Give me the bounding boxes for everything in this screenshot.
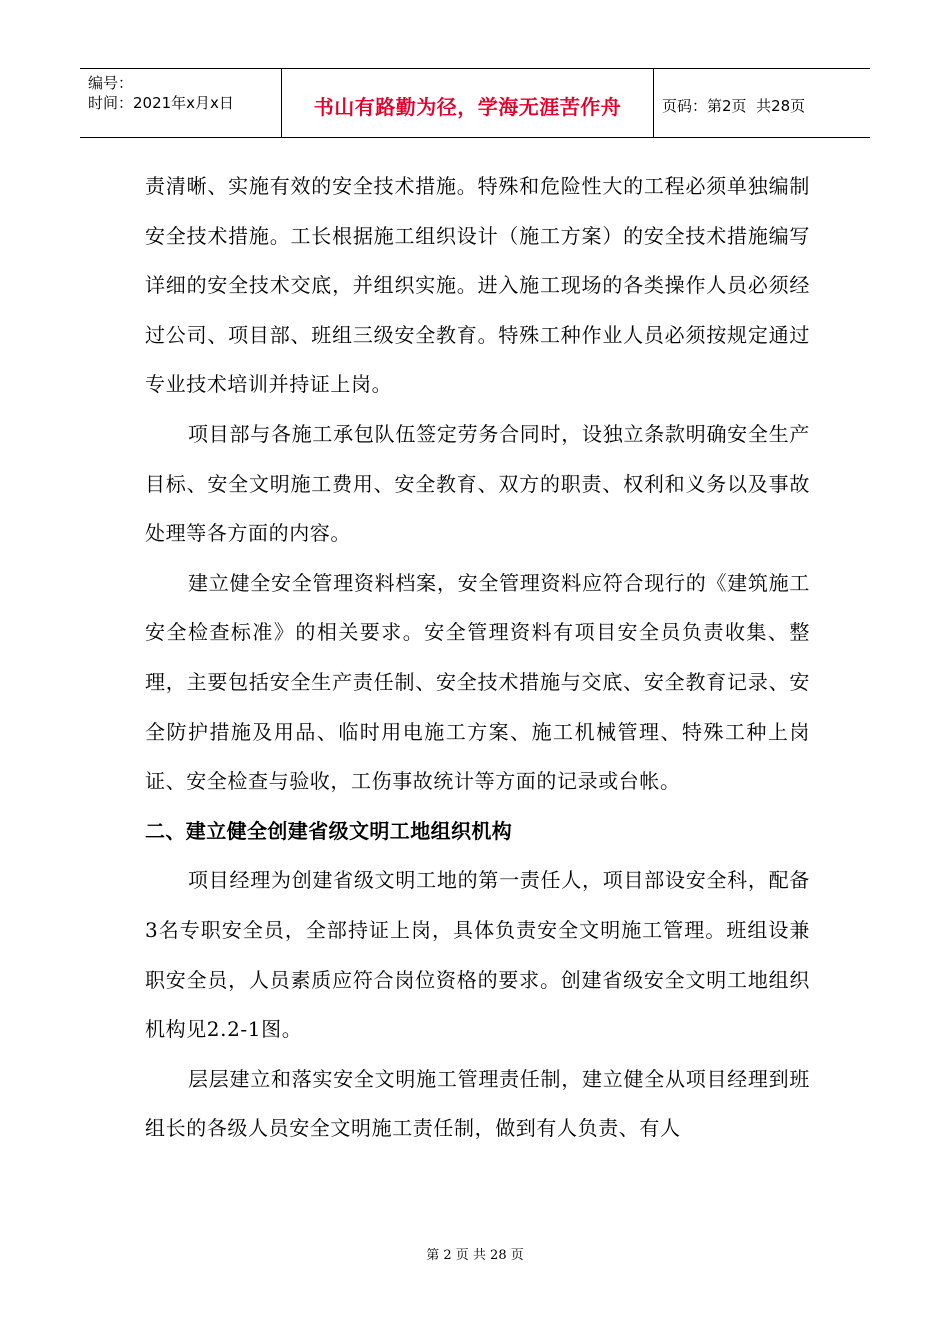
page-footer: 第 2 页 共 28 页: [426, 1248, 524, 1263]
section-heading-2: 二、建立健全创建省级文明工地组织机构: [145, 818, 513, 843]
document-time-label: 时间：2021年x月x日: [88, 94, 234, 112]
document-number-label: 编号：: [88, 74, 134, 92]
document-body: [145, 162, 810, 1154]
page-header: [80, 68, 870, 138]
header-page-cell: [654, 69, 870, 137]
paragraph-safety-records: 建立健全安全管理资料档案，安全管理资料应符合现行的《建筑施工安全检查标准》的相关要求。安全管理资料有项目安全员负责收集、整理，主要包括安全生产责任制、安全技术措施与交底、安全教育记录、安全防护措施及用品、临时用电施工方案、施工机械管理、特殊工种上岗证、安全检查与验收，工伤事故统计等方面的记录或台帐。: [145, 570, 810, 794]
paragraph-project-manager: 项目经理为创建省级文明工地的第一责任人，项目部设安全科，配备3名专职安全员，全部持证上岗，具体负责安全文明施工管理。班组设兼职安全员，人员素质应符合岗位资格的要求。创建省级安全文明工地组织机构见2.2-1图。: [145, 868, 810, 1042]
header-meta-cell: [80, 69, 282, 137]
paragraph-responsibility-system: 层层建立和落实安全文明施工管理责任制，建立健全从项目经理到班组长的各级人员安全文明施工责任制，做到有人负责、有人: [145, 1066, 810, 1141]
paragraph-labor-contract: 项目部与各施工承包队伍签定劳务合同时，设独立条款明确安全生产目标、安全文明施工费用、安全教育、双方的职责、权利和义务以及事故处理等各方面的内容。: [145, 421, 810, 546]
paragraph-continuation: 责清晰、实施有效的安全技术措施。特殊和危险性大的工程必须单独编制安全技术措施。工长根据施工组织设计（施工方案）的安全技术措施编写详细的安全技术交底，并组织实施。进入施工现场的各类操作人员必须经过公司、项目部、班组三级安全教育。特殊工种作业人员必须按规定通过专业技术培训并持证上岗。: [145, 174, 810, 397]
header-motto: 书山有路勤为径，学海无涯苦作舟: [313, 94, 622, 119]
header-motto-cell: [282, 69, 654, 137]
header-page-info: 页码：第2页 共28页: [662, 96, 806, 115]
